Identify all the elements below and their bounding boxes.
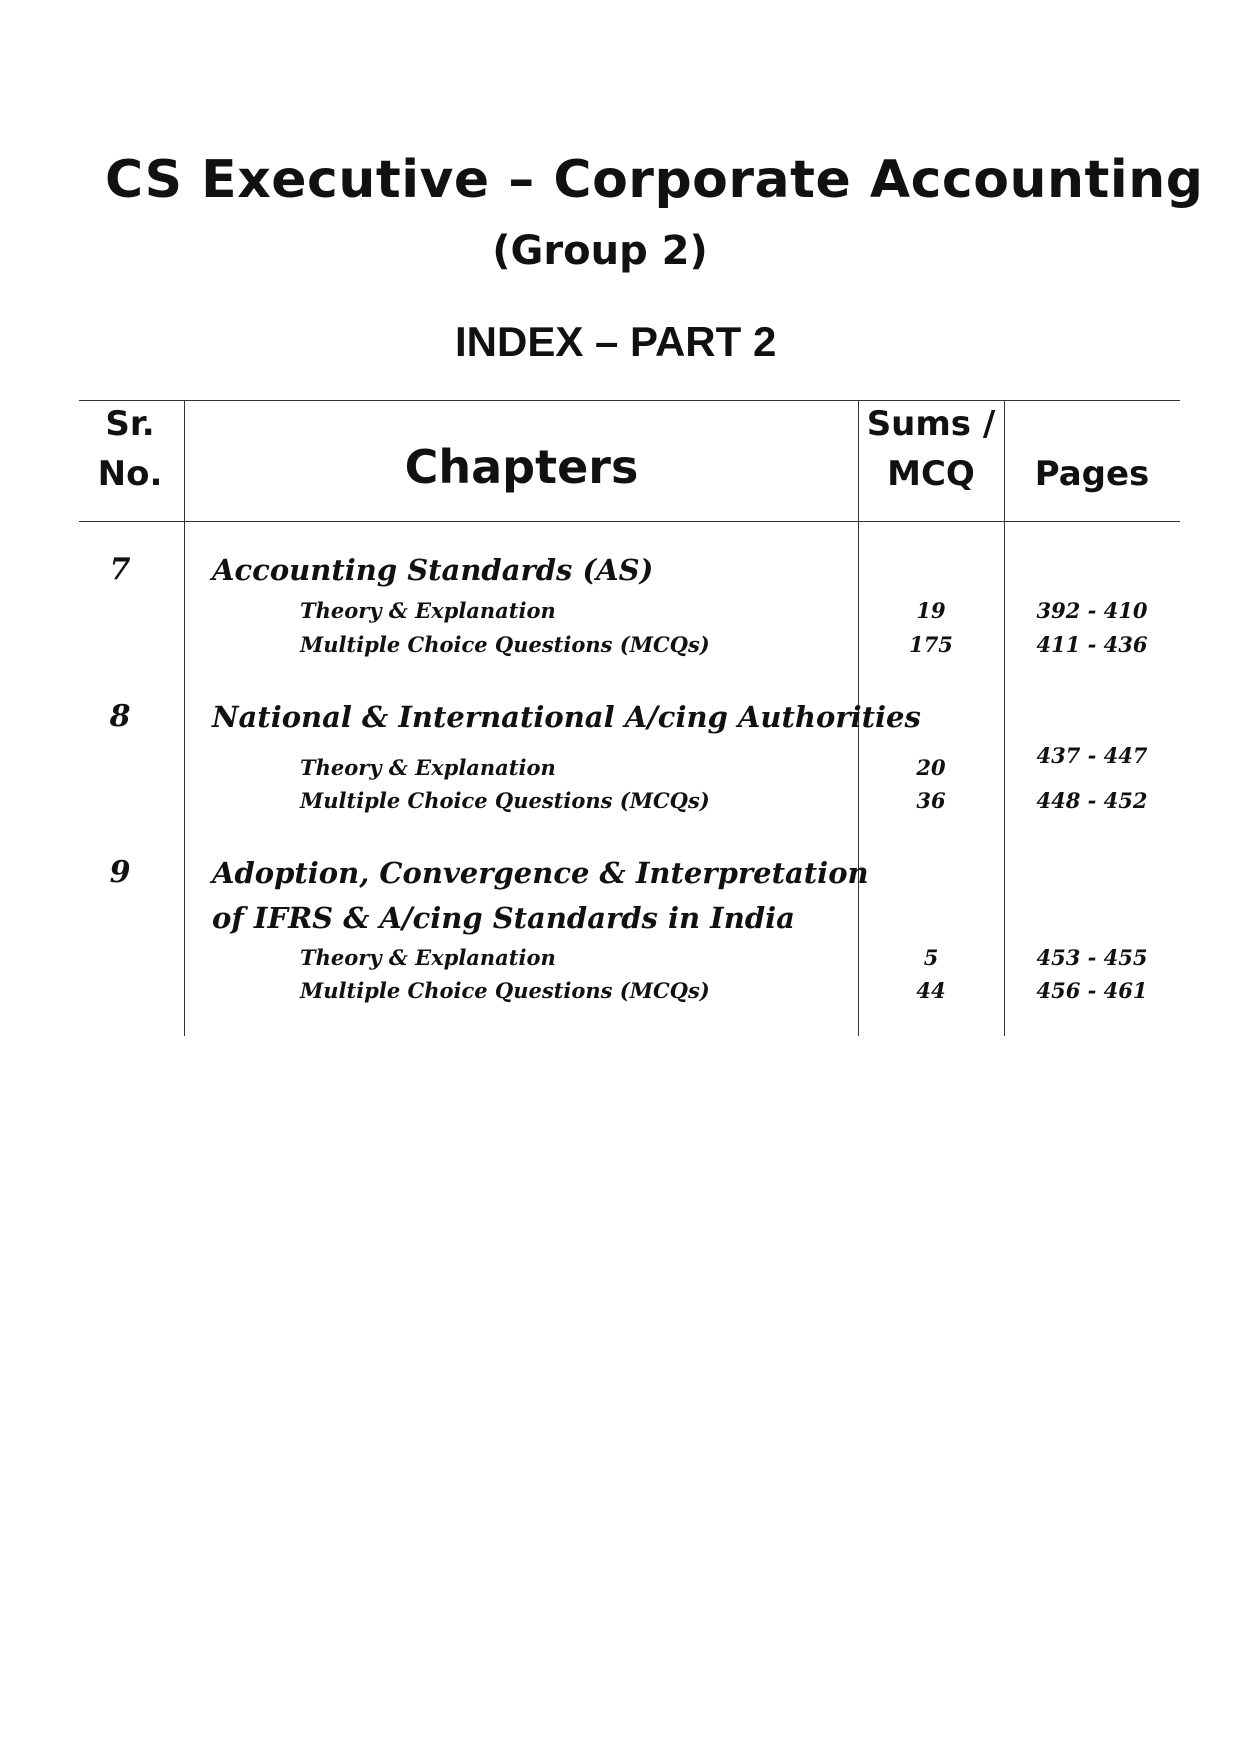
section-label: Multiple Choice Questions (MCQs) bbox=[300, 632, 710, 657]
section-count: 19 bbox=[916, 598, 946, 623]
header-sums-line1: Sums / bbox=[866, 404, 996, 444]
section-count: 175 bbox=[909, 632, 953, 657]
chapter-title-line2: of IFRS & A/cing Standards in India bbox=[212, 901, 795, 935]
header-sr-line1: Sr. bbox=[105, 404, 155, 444]
table-top-rule bbox=[79, 400, 1180, 401]
chapter-number: 9 bbox=[109, 855, 131, 890]
header-sums-line2: MCQ bbox=[887, 454, 975, 494]
chapter-title: National & International A/cing Authorities bbox=[212, 700, 921, 734]
chapter-number: 7 bbox=[109, 552, 131, 587]
section-label: Multiple Choice Questions (MCQs) bbox=[300, 788, 710, 813]
section-count: 5 bbox=[923, 945, 939, 970]
section-pages: 392 - 410 bbox=[1036, 598, 1148, 623]
section-count: 20 bbox=[916, 755, 946, 780]
document-subtitle: (Group 2) bbox=[492, 228, 708, 274]
section-label: Theory & Explanation bbox=[300, 755, 556, 780]
chapter-title-line1: Adoption, Convergence & Interpretation bbox=[212, 856, 869, 890]
section-pages: 437 - 447 bbox=[1036, 743, 1148, 768]
header-sr-line2: No. bbox=[97, 454, 163, 494]
chapter-number: 8 bbox=[109, 699, 131, 734]
header-pages: Pages bbox=[1034, 454, 1150, 494]
index-heading: INDEX – PART 2 bbox=[455, 318, 777, 365]
section-pages: 456 - 461 bbox=[1036, 978, 1148, 1003]
section-pages: 453 - 455 bbox=[1036, 945, 1148, 970]
section-count: 36 bbox=[916, 788, 946, 813]
section-pages: 448 - 452 bbox=[1036, 788, 1148, 813]
header-sr-no bbox=[80, 399, 180, 499]
section-pages: 411 - 436 bbox=[1036, 632, 1148, 657]
header-chapters: Chapters bbox=[404, 440, 639, 494]
header-sums-mcq bbox=[858, 399, 1004, 499]
document-title: CS Executive – Corporate Accounting bbox=[105, 150, 1204, 210]
chapter-title: Accounting Standards (AS) bbox=[212, 553, 654, 587]
section-label: Theory & Explanation bbox=[300, 598, 556, 623]
section-label: Theory & Explanation bbox=[300, 945, 556, 970]
section-label: Multiple Choice Questions (MCQs) bbox=[300, 978, 710, 1003]
section-count: 44 bbox=[916, 978, 946, 1003]
table-header-rule bbox=[79, 521, 1180, 522]
